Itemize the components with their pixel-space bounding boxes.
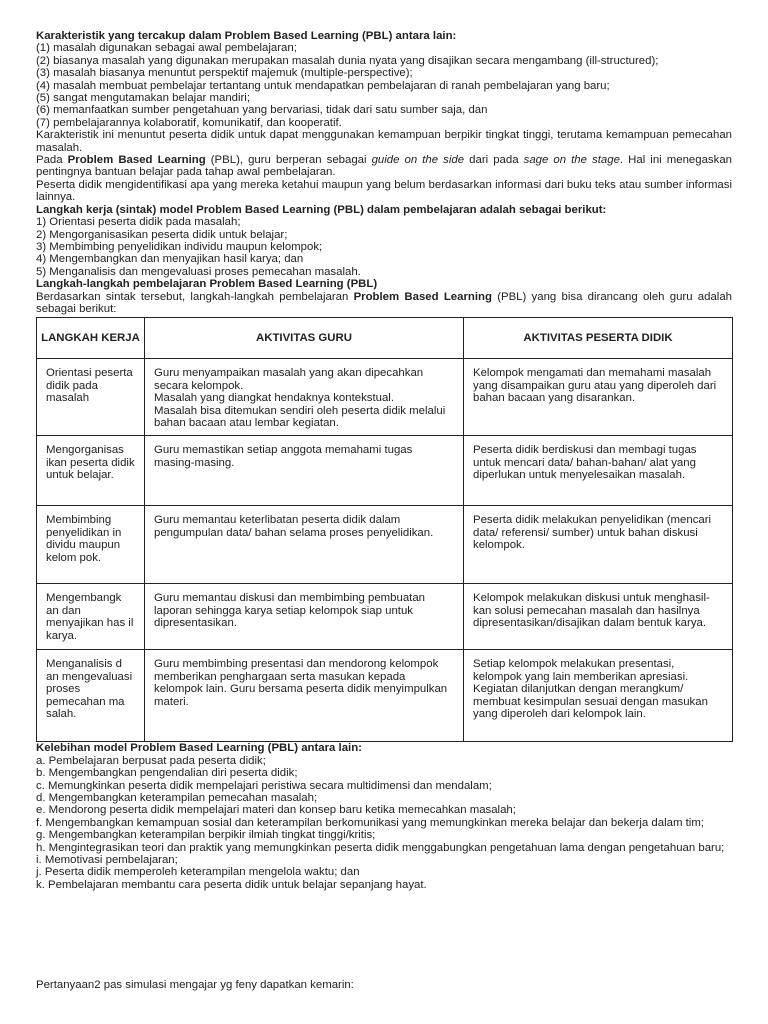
list-item: d. Mengembangkan keterampilan pemecahan masalah; — [36, 792, 318, 804]
list-item: (2) biasanya masalah yang digunakan merupakan masalah dunia nyata yang disajikan secara mengambang (ill-structured); — [36, 54, 659, 67]
advantages-list — [36, 755, 732, 891]
list-item: h. Mengintegrasikan teori dan praktik yang memungkinkan peserta didik menggabungkan pengetahuan lama dengan pengetahuan baru; — [36, 841, 725, 854]
list-item: 2) Mengorganisasikan peserta didik untuk belajar; — [36, 228, 288, 241]
siswa-cell: Kelompok mengamati dan memahami masalah yang disampaikan guru atau yang diperoleh dari bahan bacaan yang disarankan. — [464, 359, 733, 436]
table-header-row — [37, 318, 733, 359]
siswa-cell: Peserta didik melakukan penyelidikan (mencari data/ referensi/ sumber) untuk bahan diskusi kelompok. — [464, 506, 733, 584]
steps-paragraph: Berdasarkan sintak tersebut, langkah-langkah pembelajaran Problem Based Learning (PBL) yang bisa dirancang oleh guru adalah sebagai berikut: — [36, 290, 732, 315]
guru-cell: Guru memantau keterlibatan peserta didik dalam pengumpulan data/ bahan selama proses penyelidikan. — [145, 506, 464, 584]
table-row — [37, 359, 733, 436]
guru-cell: Guru menyampaikan masalah yang akan dipecahkan secara kelompok. Masalah yang diangkat hendaknya kontekstual. Masalah bisa ditemukan sendiri oleh peserta didik melalui bahan bacaan atau lembar kegiatan. — [145, 359, 464, 436]
intro-paragraph-2: Pada Problem Based Learning (PBL), guru berperan sebagai guide on the side dari pada sage on the stage. Hal ini menegaskan pentingnya bantuan belajar pada tahap awal pembelajaran. — [36, 154, 732, 179]
list-item: 5) Menganalisis dan mengevaluasi proses pemecahan masalah. — [36, 265, 361, 278]
list-item: j. Peserta didik memperoleh keterampilan mengelola waktu; dan — [36, 866, 360, 879]
list-item: (5) sangat mengutamakan belajar mandiri; — [36, 92, 251, 105]
list-item: (6) memanfaatkan sumber pengetahuan yang bervariasi, tidak dari satu sumber saja, dan — [36, 104, 488, 117]
header-aktivitas-peserta-didik: AKTIVITAS PESERTA DIDIK — [464, 318, 733, 359]
intro-paragraph-3: Peserta didik mengidentifikasi apa yang mereka ketahui maupun yang belum berdasarkan informasi dari buku teks atau sumber informasi lainnya. — [36, 178, 732, 204]
table-row — [37, 650, 733, 742]
list-item: 1) Orientasi peserta didik pada masalah; — [36, 216, 241, 229]
list-item: i. Memotivasi pembelajaran; — [36, 854, 178, 867]
siswa-cell: Kelompok melakukan diskusi untuk menghasil-kan solusi pemecahan masalah dan hasilnya dipresentasikan/disajikan dalam bentuk karya. — [464, 584, 733, 650]
siswa-cell: Peserta didik berdiskusi dan membagi tugas untuk mencari data/ bahan-bahan/ alat yang diperlukan untuk menyelesaikan masalah. — [464, 436, 733, 506]
steps-heading: Langkah-langkah pembelajaran Problem Based Learning (PBL) — [36, 278, 378, 291]
list-item: (1) masalah digunakan sebagai awal pembelajaran; — [36, 42, 297, 55]
list-item: a. Pembelajaran berpusat pada peserta didik; — [36, 754, 266, 767]
list-item: b. Mengembangkan pengendalian diri peserta didik; — [36, 767, 298, 780]
list-item: f. Mengembangkan kemampuan sosial dan keterampilan berkomunikasi yang memungkinkan mereka belajar dan bekerja dalam tim; — [36, 816, 704, 829]
syntax-list — [36, 216, 732, 278]
list-item: 4) Mengembangkan dan menyajikan hasil karya; dan — [36, 253, 304, 266]
document-body — [36, 30, 732, 891]
step-cell: Mengembangk an dan menyajikan has il karya. — [37, 584, 145, 650]
intro-heading: Karakteristik yang tercakup dalam Problem Based Learning (PBL) antara lain: — [36, 30, 457, 42]
list-item: e. Mendorong peserta didik mempelajari materi dan konsep baru ketika memecahkan masalah; — [36, 804, 516, 817]
intro-paragraph-1: Karakteristik ini menuntut peserta didik untuk dapat menggunakan kemampuan berpikir tingkat tinggi, terutama kemampuan pemecahan masalah. — [36, 129, 732, 154]
table-row — [37, 506, 733, 584]
list-item: k. Pembelajaran membantu cara peserta didik untuk belajar sepanjang hayat. — [36, 878, 427, 891]
list-item: (7) pembelajarannya kolaboratif, komunikatif, dan kooperatif. — [36, 116, 342, 129]
syntax-heading: Langkah kerja (sintak) model Problem Based Learning (PBL) dalam pembelajaran adalah sebagai berikut: — [36, 203, 607, 216]
pbl-steps-table — [36, 317, 733, 742]
intro-list — [36, 42, 732, 129]
list-item: (3) masalah biasanya menuntut perspektif majemuk (multiple-perspective); — [36, 67, 413, 80]
list-item: 3) Membimbing penyelidikan individu maupun kelompok; — [36, 240, 323, 253]
list-item: g. Mengembangkan keterampilan berpikir ilmiah tingkat tinggi/kritis; — [36, 829, 376, 842]
step-cell: Orientasi peserta didik pada masalah — [37, 359, 145, 436]
siswa-cell: Setiap kelompok melakukan presentasi, kelompok yang lain memberikan apresiasi. Kegiatan dilanjutkan dengan merangkum/ membuat kesimpulan sesuai dengan masukan yang diperoleh dari kelompok lain. — [464, 650, 733, 742]
footer-note: Pertanyaan2 pas simulasi mengajar yg feny dapatkan kemarin: — [36, 979, 354, 991]
list-item: c. Memungkinkan peserta didik mempelajari peristiwa secara multidimensi dan mendalam; — [36, 779, 492, 792]
step-cell: Mengorganisas ikan peserta didik untuk belajar. — [37, 436, 145, 506]
step-cell: Menganalisis d an mengevaluasi proses pemecahan ma salah. — [37, 650, 145, 742]
table-row — [37, 436, 733, 506]
advantages-heading: Kelebihan model Problem Based Learning (PBL) antara lain: — [36, 742, 362, 755]
list-item: (4) masalah membuat pembelajar tertantang untuk mendapatkan pembelajaran di ranah pembelajaran yang baru; — [36, 79, 610, 92]
step-cell: Membimbing penyelidikan in dividu maupun kelom pok. — [37, 506, 145, 584]
guru-cell: Guru membimbing presentasi dan mendorong kelompok memberikan penghargaan serta masukan kepada kelompok lain. Guru bersama peserta didik menyimpulkan materi. — [145, 650, 464, 742]
header-aktivitas-guru: AKTIVITAS GURU — [145, 318, 464, 359]
header-langkah-kerja: LANGKAH KERJA — [37, 318, 145, 359]
guru-cell: Guru memantau diskusi dan membimbing pembuatan laporan sehingga karya setiap kelompok siap untuk dipresentasikan. — [145, 584, 464, 650]
guru-cell: Guru memastikan setiap anggota memahami tugas masing-masing. — [145, 436, 464, 506]
table-row — [37, 584, 733, 650]
